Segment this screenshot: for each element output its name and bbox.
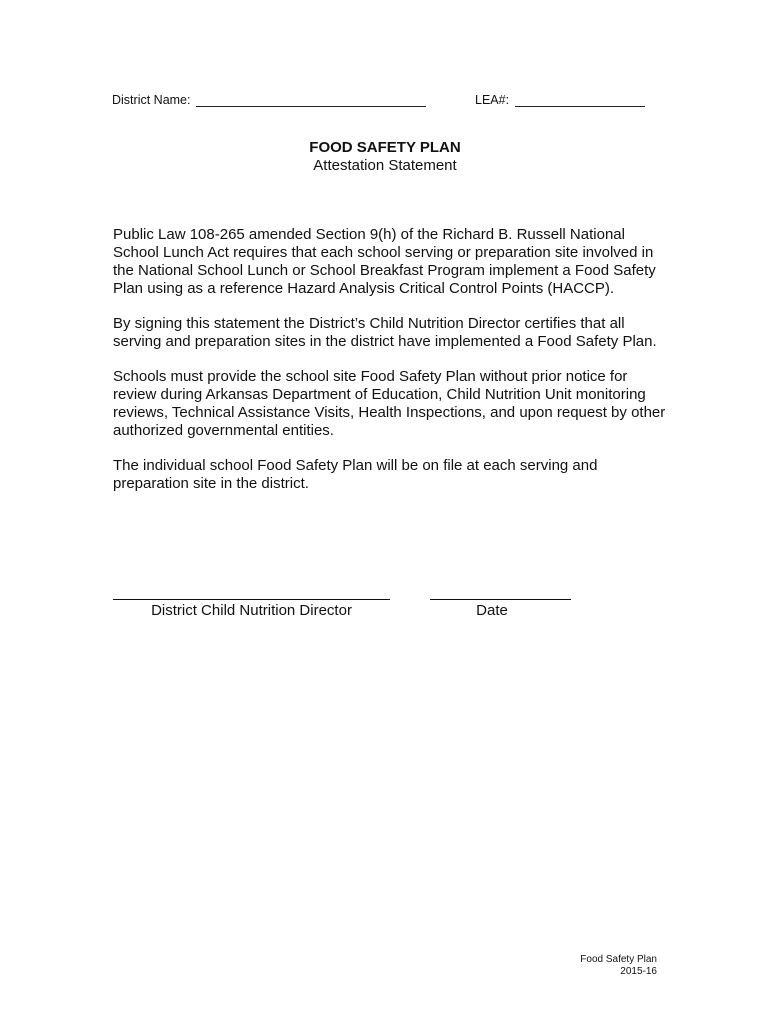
paragraph-on-file: The individual school Food Safety Plan will be on file at each serving and preparation site in the district. [113,457,598,492]
title-block [0,139,770,175]
lea-number-label: LEA#: [475,93,510,107]
page-footer [580,954,657,978]
paragraph-certification: By signing this statement the District’s Child Nutrition Director certifies that all serving and preparation sites in the district have implemented a Food Safety Plan. [113,315,657,350]
date-label: Date [476,602,508,619]
page-subtitle: Attestation Statement [313,157,457,174]
district-name-label: District Name: [112,93,191,107]
date-signature-line[interactable] [430,599,571,600]
director-signature-label: District Child Nutrition Director [151,602,352,619]
lea-number-field [475,92,645,107]
district-name-field [112,92,426,107]
director-signature-line[interactable] [113,599,390,600]
district-name-blank[interactable] [196,92,426,107]
lea-number-blank[interactable] [515,92,645,107]
footer-year: 2015-16 [620,966,657,977]
statement-body [113,226,673,510]
paragraph-public-law: Public Law 108-265 amended Section 9(h) of the Richard B. Russell National School Lunch Act requires that each school serving or preparation site involved in the National School Lunch or School Breakfast Program implement a Food Safety Plan using as a reference Hazard Analysis Critical Control Points (HACCP). [113,226,656,297]
footer-title: Food Safety Plan [580,954,657,965]
page-title: FOOD SAFETY PLAN [309,139,461,156]
paragraph-review: Schools must provide the school site Food Safety Plan without prior notice for review during Arkansas Department of Education, Child Nutrition Unit monitoring reviews, Technical Assistance Visits, Health Inspections, and upon request by other authorized governmental entities. [113,368,666,439]
